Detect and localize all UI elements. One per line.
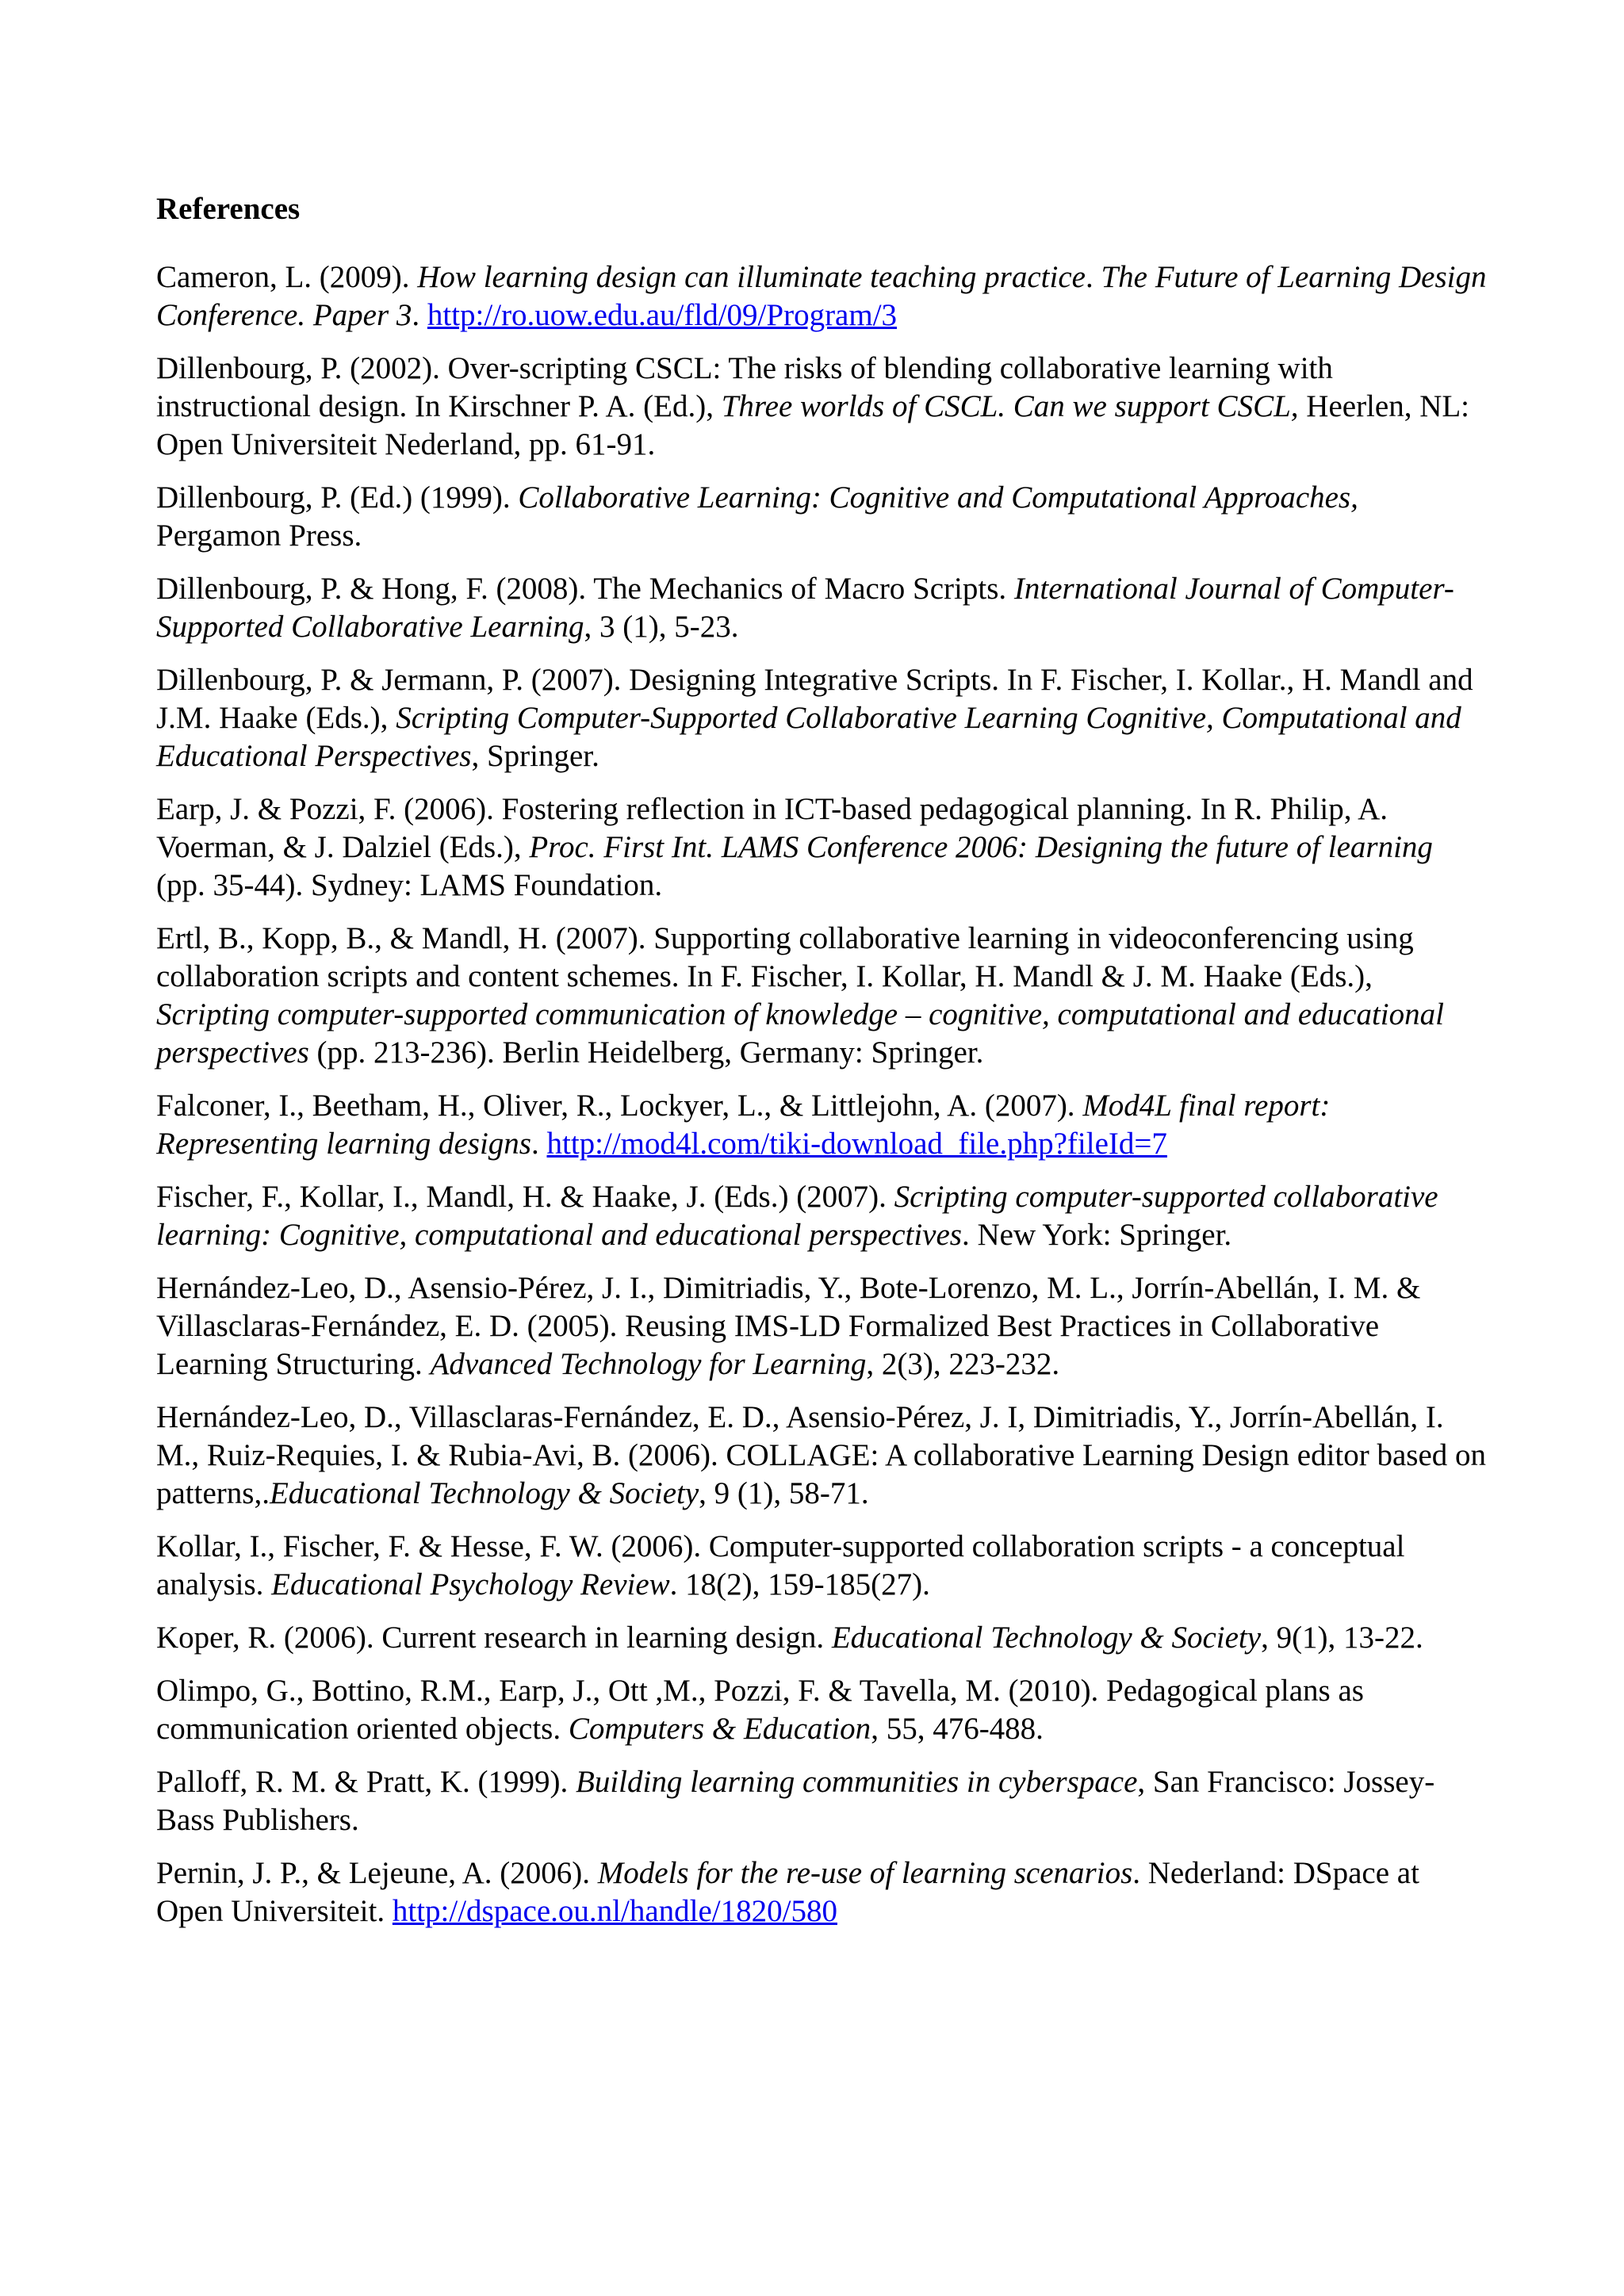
reference-link[interactable]: http://dspace.ou.nl/handle/1820/580	[392, 1894, 837, 1928]
reference-text: . Nederland: DSpace at Open Universiteit.	[156, 1856, 1419, 1928]
reference-italic-text: Proc. First Int. LAMS Conference 2006: Designing the future of learning	[529, 830, 1433, 864]
reference-text: , San Francisco: Jossey-Bass Publishers.	[156, 1765, 1435, 1837]
reference-entry	[156, 1178, 1488, 1254]
reference-entry	[156, 1269, 1488, 1383]
reference-entry	[156, 258, 1488, 335]
reference-italic-text: The Future of Learning Design Conference. Paper 3	[156, 260, 1487, 332]
reference-text: Pergamon Press.	[156, 519, 362, 553]
reference-text: Dillenbourg, P. & Hong, F. (2008). The Mechanics of Macro Scripts.	[156, 572, 1014, 606]
reference-entry	[156, 1619, 1488, 1657]
reference-link[interactable]: http://mod4l.com/tiki-download_file.php?fileId=7	[546, 1127, 1167, 1161]
reference-italic-text: Three worlds of CSCL. Can we support CSCL,	[721, 389, 1299, 423]
reference-text: Palloff, R. M. & Pratt, K. (1999).	[156, 1765, 576, 1799]
reference-text: Dillenbourg, P. & Jermann, P. (2007). Designing Integrative Scripts. In F. Fischer, I. Kollar., H. Mandl and J.M. Haake (Eds.),	[156, 663, 1473, 735]
reference-entry	[156, 920, 1488, 1072]
reference-italic-text: How learning design can illuminate teaching practice	[417, 260, 1086, 294]
reference-italic-text: Educational Technology & Society	[269, 1476, 699, 1510]
document-page	[156, 190, 1488, 1946]
reference-link[interactable]: http://ro.uow.edu.au/fld/09/Program/3	[427, 298, 898, 332]
reference-text: , 9(1), 13-22.	[1261, 1621, 1423, 1655]
reference-entry	[156, 790, 1488, 905]
reference-text: . 18(2), 159-185(27).	[669, 1567, 930, 1601]
references-heading: References	[156, 192, 301, 226]
reference-text: Hernández-Leo, D., Villasclaras-Fernández, E. D., Asensio-Pérez, J. I, Dimitriadis, Y., Jorrín-Abellán, I. M., Ruiz-Requies, I. & Rubia-Avi, B. (2006). COLLAGE: A collaborative Learning Design editor based on patterns,.	[156, 1400, 1487, 1510]
reference-entry	[156, 350, 1488, 464]
reference-list	[156, 258, 1488, 1931]
reference-entry	[156, 1672, 1488, 1748]
reference-italic-text: Mod4L final report: Representing learning designs	[156, 1089, 1331, 1161]
reference-text: Kollar, I., Fischer, F. & Hesse, F. W. (2006). Computer-supported collaboration scripts - a conceptual analysis.	[156, 1529, 1405, 1601]
reference-entry	[156, 1087, 1488, 1163]
reference-entry	[156, 661, 1488, 775]
reference-italic-text: Scripting computer-supported collaborative learning: Cognitive, computational and educational perspectives	[156, 1180, 1438, 1252]
reference-entry	[156, 1399, 1488, 1513]
reference-italic-text: Educational Technology & Society	[831, 1621, 1262, 1655]
reference-text: , 2(3), 223-232.	[866, 1347, 1060, 1381]
reference-text: Dillenbourg, P. (Ed.) (1999).	[156, 480, 519, 515]
reference-text: Fischer, F., Kollar, I., Mandl, H. & Haake, J. (Eds.) (2007).	[156, 1180, 894, 1214]
reference-text: .	[412, 298, 427, 332]
reference-text: Olimpo, G., Bottino, R.M., Earp, J., Ott ,M., Pozzi, F. & Tavella, M. (2010). Pedagogical plans as communication oriented objects.	[156, 1674, 1364, 1746]
reference-entry	[156, 1854, 1488, 1931]
reference-italic-text: Scripting computer-supported communication of knowledge – cognitive, computational and educational perspectives	[156, 997, 1444, 1070]
reference-italic-text: Advanced Technology for Learning	[430, 1347, 867, 1381]
reference-italic-text: Models for the re-use of learning scenarios	[597, 1856, 1133, 1890]
reference-text: Pernin, J. P., & Lejeune, A. (2006).	[156, 1856, 598, 1890]
reference-text: .	[1085, 260, 1101, 294]
reference-text: Ertl, B., Kopp, B., & Mandl, H. (2007). Supporting collaborative learning in videoconferencing using collaboration scripts and content schemes. In F. Fischer, I. Kollar, H. Mandl & J. M. Haake (Eds.),	[156, 921, 1414, 993]
reference-italic-text: Building learning communities in cyberspace	[576, 1765, 1138, 1799]
reference-entry	[156, 570, 1488, 646]
reference-entry	[156, 1528, 1488, 1604]
reference-italic-text: Collaborative Learning: Cognitive and Computational Approaches,	[518, 480, 1358, 515]
reference-text: .	[531, 1127, 547, 1161]
reference-text: , 3 (1), 5-23.	[584, 610, 739, 644]
reference-text: (pp. 35-44). Sydney: LAMS Foundation.	[156, 868, 663, 902]
reference-italic-text: International Journal of Computer-Supported Collaborative Learning	[156, 572, 1454, 644]
reference-text: , 9 (1), 58-71.	[699, 1476, 869, 1510]
reference-text: Hernández-Leo, D., Asensio-Pérez, J. I., Dimitriadis, Y., Bote-Lorenzo, M. L., Jorrín-Abellán, I. M. & Villasclaras-Fernández, E. D. (2005). Reusing IMS-LD Formalized Best Practices in Collaborative Learning Structuring.	[156, 1271, 1421, 1381]
reference-text: , Springer.	[471, 739, 599, 773]
reference-text: , 55, 476-488.	[871, 1712, 1044, 1746]
reference-italic-text: Computers & Education	[568, 1712, 871, 1746]
reference-text: Falconer, I., Beetham, H., Oliver, R., Lockyer, L., & Littlejohn, A. (2007).	[156, 1089, 1083, 1123]
reference-text: Heerlen, NL: Open Universiteit Nederland, pp. 61-91.	[156, 389, 1470, 461]
reference-text: Dillenbourg, P. (2002). Over-scripting CSCL: The risks of blending collaborative learning with instructional design. In Kirschner P. A. (Ed.),	[156, 351, 1333, 423]
reference-italic-text: Scripting Computer-Supported Collaborative Learning Cognitive, Computational and Educational Perspectives	[156, 701, 1461, 773]
reference-italic-text: Educational Psychology Review	[271, 1567, 670, 1601]
reference-entry	[156, 1763, 1488, 1839]
reference-text: Cameron, L. (2009).	[156, 260, 418, 294]
reference-text: Koper, R. (2006). Current research in learning design.	[156, 1621, 832, 1655]
reference-entry	[156, 479, 1488, 555]
reference-text: . New York: Springer.	[961, 1218, 1232, 1252]
reference-text: Earp, J. & Pozzi, F. (2006). Fostering reflection in ICT-based pedagogical planning. In R. Philip, A. Voerman, & J. Dalziel (Eds.),	[156, 792, 1388, 864]
reference-text: (pp. 213-236). Berlin Heidelberg, Germany: Springer.	[308, 1035, 984, 1070]
